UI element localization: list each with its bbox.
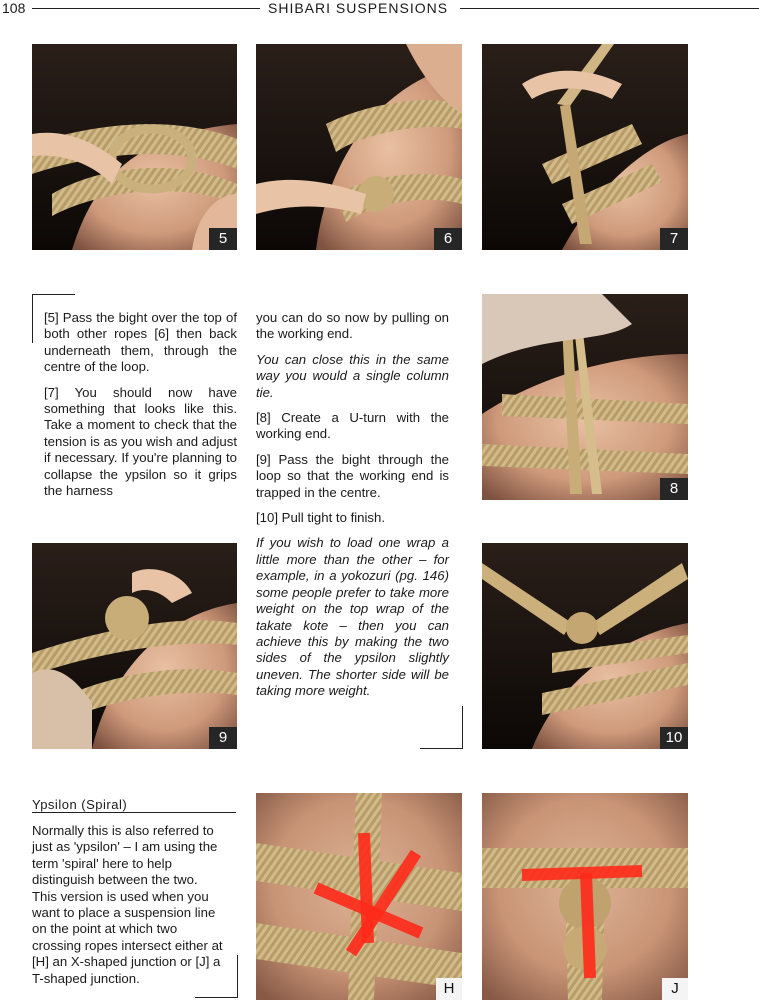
photo-label-h: H (436, 978, 462, 1000)
bracket-bottom-right (420, 706, 463, 749)
header-rule-left (32, 8, 260, 9)
rope-photo-7 (482, 44, 688, 250)
photo-label-9: 9 (209, 727, 237, 749)
step-5-6-text: [5] Pass the bight over the top of both other ropes [6] then back underneath them, through the centre of the loop. (44, 310, 237, 375)
photo-step-5 (32, 44, 237, 250)
photo-junction-j (482, 793, 688, 1000)
ypsilon-body-text: Normally this is also referred to just as 'ypsilon' – I am using the term 'spiral' here to help distinguish between the two. This version is used when you want to place a suspension line on the point at which two crossing ropes intersect either at [H] an X-shaped junction or [J] a T-shaped junction. (32, 823, 223, 986)
step-10-text: [10] Pull tight to finish. (256, 510, 386, 526)
rope-photo-5 (32, 44, 237, 250)
header-title: SHIBARI SUSPENSIONS (268, 0, 449, 16)
rope-photo-8 (482, 294, 688, 500)
close-tip-text: You can close this in the same way you would a single column tie. (256, 351, 449, 400)
load-tip-text: If you wish to load one wrap a little more than the other – for example, in a yokozuri (pg. 146) some people prefer to take more weight on the top wrap of the takate kote – then you can achieve this by making the two sides of the ypsilon slightly uneven. The shorter side will be taking more weight. (256, 535, 449, 699)
photo-label-j: J (662, 978, 688, 1000)
photo-label-8: 8 (660, 478, 688, 500)
rope-photo-6 (256, 44, 462, 250)
photo-step-10 (482, 543, 688, 749)
step-9-text: [9] Pass the bight through the loop so that the working end is trapped in the centre. (256, 451, 449, 500)
rope-photo-10 (482, 543, 688, 749)
photo-junction-h (256, 793, 462, 1000)
photo-label-6: 6 (434, 228, 462, 250)
photo-label-7: 7 (660, 228, 688, 250)
step-8-text: [8] Create a U-turn with the working end. (256, 410, 449, 442)
section-title-ypsilon: Ypsilon (Spiral) (32, 797, 128, 812)
photo-step-7 (482, 44, 688, 250)
photo-step-9 (32, 543, 237, 749)
photo-step-8 (482, 294, 688, 500)
photo-label-10: 10 (660, 727, 688, 749)
rope-photo-9 (32, 543, 237, 749)
instructions-column-1 (44, 310, 237, 508)
header-rule-right (460, 8, 759, 9)
page-header (0, 0, 759, 18)
bracket-bottom-right-2 (195, 955, 238, 998)
rope-photo-h (256, 793, 462, 1000)
section-title-rule (32, 812, 236, 813)
photo-step-6 (256, 44, 462, 250)
page-number: 108 (2, 0, 26, 16)
rope-photo-j (482, 793, 688, 1000)
pull-working-end-text: you can do so now by pulling on the working end. (256, 310, 449, 342)
photo-label-5: 5 (209, 228, 237, 250)
instructions-column-2 (256, 310, 449, 709)
step-7-text: [7] You should now have something that looks like this. Take a moment to check that the tension is as you wish and adjust if necessary. If you're planning to collapse the ypsilon so it grips the harness (44, 384, 237, 499)
